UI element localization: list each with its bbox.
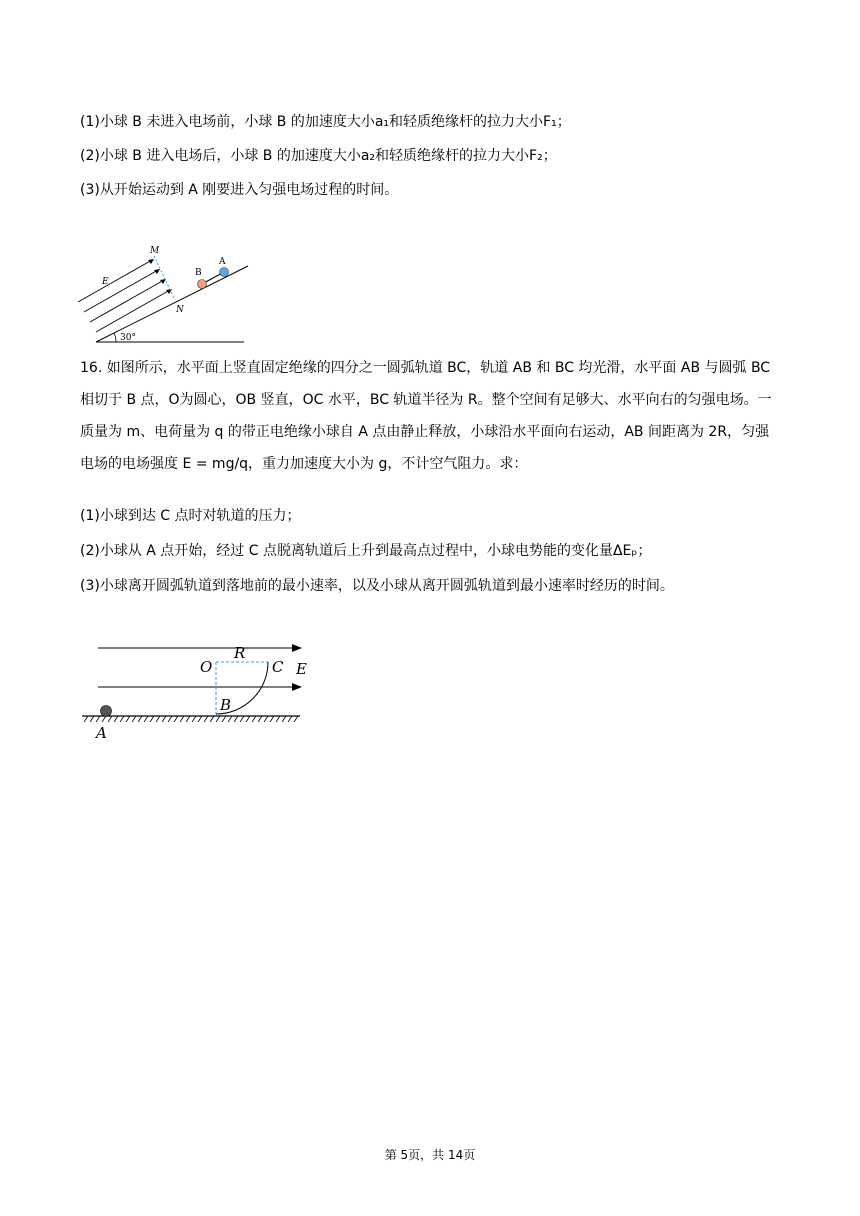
label-c: C (272, 658, 284, 676)
field-line-1 (78, 260, 152, 302)
label-b: B (220, 696, 232, 714)
q16-part-2: (2)小球从 A 点开始，经过 C 点脱离轨道后上升到最高点过程中，小球电势能的变化量ΔEₚ； (80, 543, 652, 559)
label-e: E (102, 277, 109, 287)
label-o: O (200, 658, 213, 676)
label-b: B (195, 268, 202, 278)
q15-part-2: (2)小球 B 进入电场后，小球 B 的加速度大小a₂和轻质绝缘杆的拉力大小F₂； (80, 148, 557, 164)
q16-stem: 16. 如图所示，水平面上竖直固定绝缘的四分之一圆弧轨道 BC，轨道 AB 和 BC 均光滑，水平面 AB 与圆弧 BC 相切于 B 点，O为圆心，OB 竖直，OC 水平，BC 轨道半径为 R。整个空间有足够大、水平向右的匀强电场。一质量为 m、电荷量为 q 的带正电绝缘小球自 A 点由静止释放，小球沿水平面向右运动，AB 间距离为 2R，匀强电场的电场强度 E = mg/q，重力加速度大小为 g，不计空气阻力。求： (80, 360, 772, 472)
q16-part-3: (3)小球离开圆弧轨道到落地前的最小速率，以及小球从离开圆弧轨道到最小速率时经历的时间。 (80, 578, 674, 594)
incline-field-figure (76, 240, 256, 346)
ball (101, 706, 112, 717)
q15-part-3: (3)从开始运动到 A 刚要进入匀强电场过程的时间。 (80, 182, 399, 198)
label-m: M (150, 246, 160, 256)
q15-part-1: (1)小球 B 未进入电场前，小球 B 的加速度大小a₁和轻质绝缘杆的拉力大小F₁； (80, 114, 571, 130)
arc-track-figure (78, 636, 318, 744)
q16-part-1: (1)小球到达 C 点时对轨道的压力； (80, 508, 301, 524)
label-r: R (234, 644, 246, 662)
field-line-2 (84, 270, 158, 312)
incline-line (96, 266, 248, 342)
ground-hatch (84, 716, 298, 722)
ball-a (220, 268, 229, 277)
angle-label: 30° (120, 333, 136, 343)
field-arrow-top (292, 644, 302, 652)
field-arrow-bottom (292, 683, 302, 691)
label-a: A (96, 724, 107, 742)
label-a: A (219, 257, 226, 267)
boundary-mn (154, 256, 174, 298)
ball-b (198, 280, 207, 289)
page-footer: 第 5页，共 14页 (384, 1148, 476, 1162)
label-e: E (296, 660, 307, 678)
label-n: N (176, 305, 184, 315)
angle-arc (114, 333, 116, 342)
